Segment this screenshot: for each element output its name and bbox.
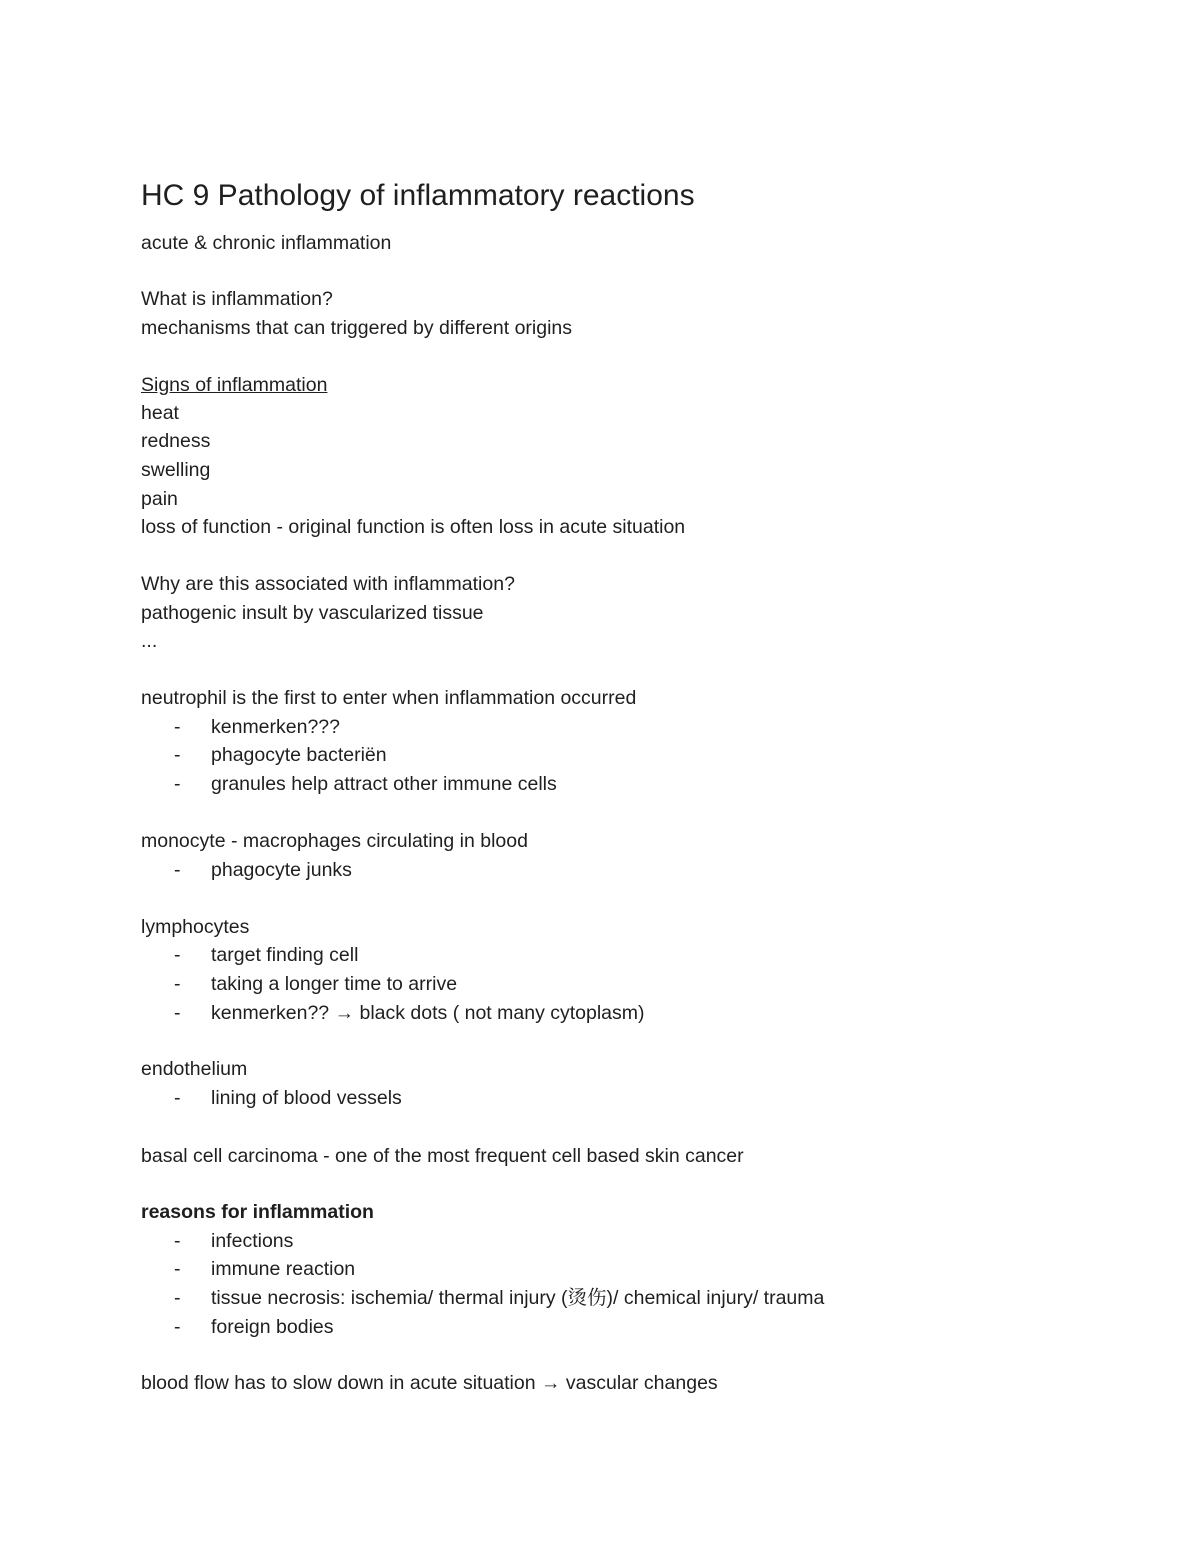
neutrophil-heading: neutrophil is the first to enter when inflammation occurred bbox=[141, 687, 637, 709]
bullet-text: granules help attract other immune cells bbox=[211, 773, 557, 795]
bullet-text: immune reaction bbox=[211, 1258, 356, 1280]
bullet-text: kenmerken?? → black dots ( not many cytoplasm) bbox=[211, 1002, 645, 1024]
bullet-dash: - bbox=[174, 716, 181, 738]
bullet-dash: - bbox=[174, 1287, 181, 1309]
bullet-text: kenmerken??? bbox=[211, 716, 340, 738]
signs-heading: Signs of inflammation bbox=[141, 374, 328, 396]
why-ellipsis: ... bbox=[141, 630, 158, 652]
sign-item: heat bbox=[141, 402, 179, 424]
bullet-dash: - bbox=[174, 1258, 181, 1280]
bullet-dash: - bbox=[174, 859, 181, 881]
bullet-text: tissue necrosis: ischemia/ thermal injury (烫伤)/ chemical injury/ trauma bbox=[211, 1287, 825, 1309]
bullet-text: phagocyte junks bbox=[211, 859, 352, 881]
bullet-text: taking a longer time to arrive bbox=[211, 973, 458, 995]
why-answer: pathogenic insult by vascularized tissue bbox=[141, 602, 484, 624]
basal-cell-note: basal cell carcinoma - one of the most frequent cell based skin cancer bbox=[141, 1145, 744, 1167]
what-is-answer: mechanisms that can triggered by different origins bbox=[141, 317, 573, 339]
bullet-dash: - bbox=[174, 1002, 181, 1024]
endothelium-heading: endothelium bbox=[141, 1058, 248, 1080]
reasons-heading: reasons for inflammation bbox=[141, 1201, 374, 1223]
bullet-text: lining of blood vessels bbox=[211, 1087, 402, 1109]
bullet-text: phagocyte bacteriën bbox=[211, 744, 387, 766]
bullet-dash: - bbox=[174, 973, 181, 995]
lymphocytes-heading: lymphocytes bbox=[141, 916, 250, 938]
page-title: HC 9 Pathology of inflammatory reactions bbox=[141, 179, 695, 212]
bullet-dash: - bbox=[174, 944, 181, 966]
bullet-text: target finding cell bbox=[211, 944, 359, 966]
blood-flow-note: blood flow has to slow down in acute situation → vascular changes bbox=[141, 1372, 718, 1394]
bullet-dash: - bbox=[174, 773, 181, 795]
bullet-dash: - bbox=[174, 1316, 181, 1338]
bullet-text: foreign bodies bbox=[211, 1316, 334, 1338]
sign-item: pain bbox=[141, 488, 178, 510]
sign-item: swelling bbox=[141, 459, 211, 481]
monocyte-heading: monocyte - macrophages circulating in blood bbox=[141, 830, 528, 852]
bullet-text: infections bbox=[211, 1230, 294, 1252]
bullet-dash: - bbox=[174, 1230, 181, 1252]
bullet-dash: - bbox=[174, 744, 181, 766]
why-question: Why are this associated with inflammation? bbox=[141, 573, 515, 595]
sign-item: loss of function - original function is often loss in acute situation bbox=[141, 516, 686, 538]
what-is-question: What is inflammation? bbox=[141, 288, 333, 310]
bullet-dash: - bbox=[174, 1087, 181, 1109]
sign-item: redness bbox=[141, 430, 211, 452]
subtitle: acute & chronic inflammation bbox=[141, 232, 392, 254]
